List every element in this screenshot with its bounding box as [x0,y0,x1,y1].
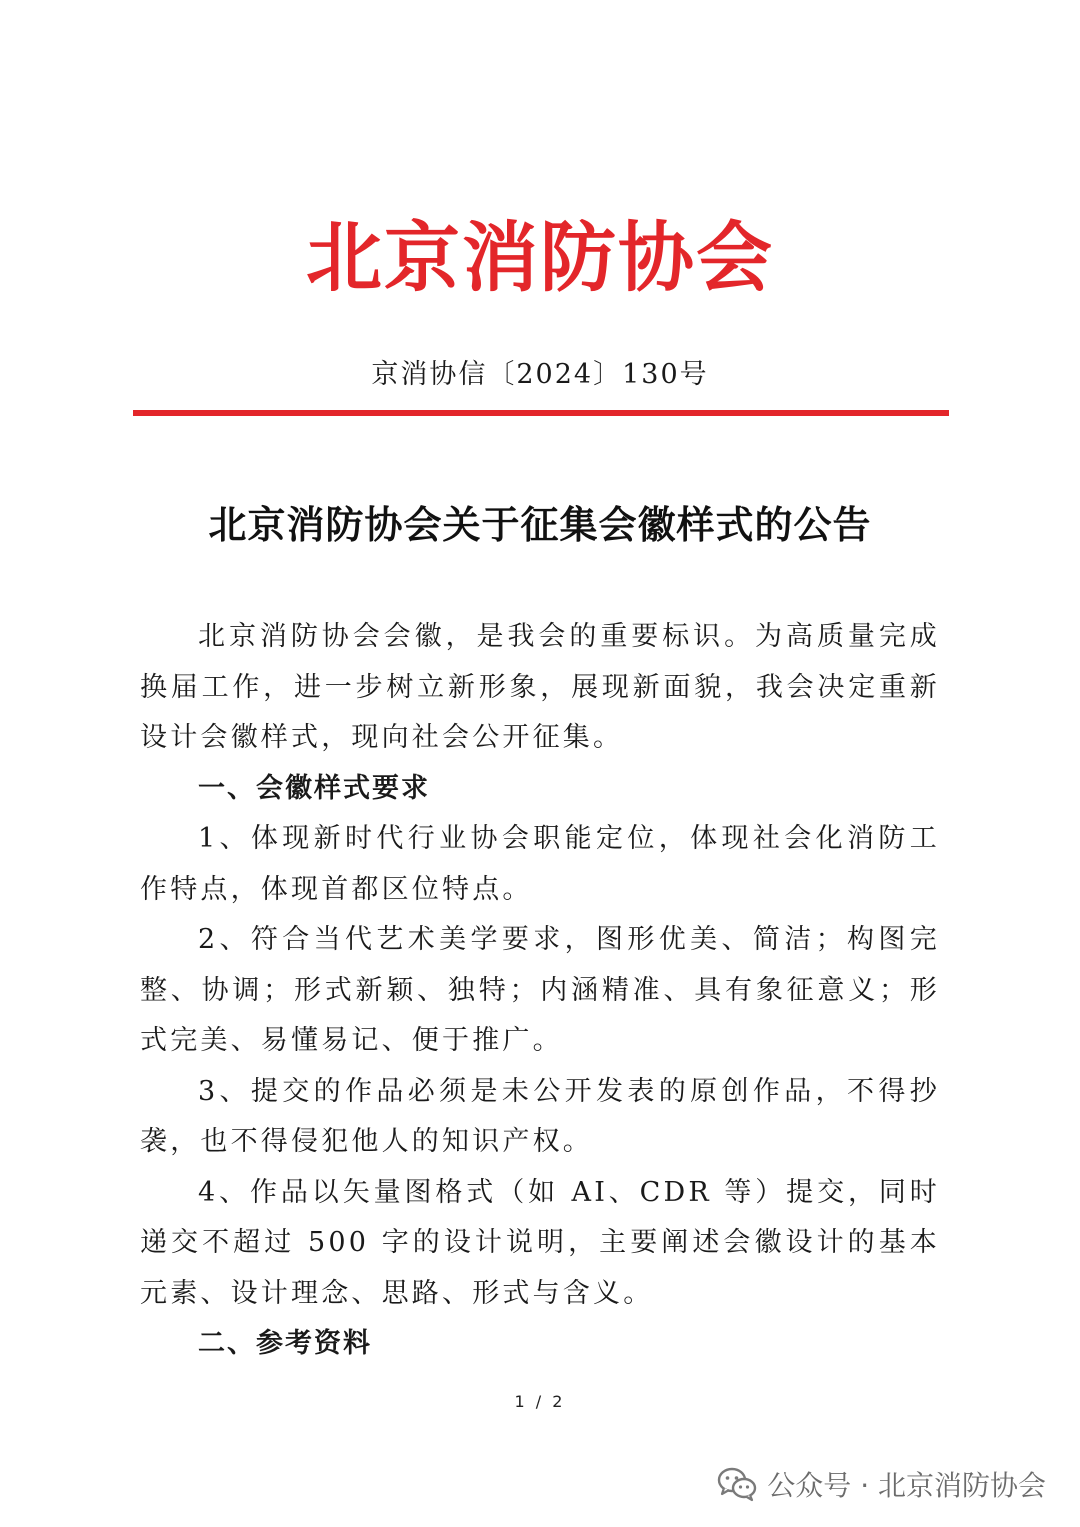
requirement-item-4: 4、作品以矢量图格式（如 AI、CDR 等）提交，同时递交不超过 500 字的设计说明，主要阐述会徽设计的基本元素、设计理念、思路、形式与含义。 [140,1176,940,1309]
requirement-item-3: 3、提交的作品必须是未公开发表的原创作品，不得抄袭，也不得侵犯他人的知识产权。 [140,1075,940,1157]
letterhead-organization: 北京消防协会 [306,213,774,302]
section-heading-requirements: 一、会徽样式要求 [198,772,430,804]
requirement-item-2: 2、符合当代艺术美学要求，图形优美、简洁；构图完整、协调；形式新颖、独特；内涵精准、具有象征意义；形式完美、易懂易记、便于推广。 [140,924,940,1056]
section-heading-references: 二、参考资料 [198,1328,372,1359]
document-number: 京消协信〔2024〕130号 [371,359,709,390]
wechat-icon [717,1466,757,1502]
requirement-item-1: 1、体现新时代行业协会职能定位，体现社会化消防工作特点，体现首都区位特点。 [140,823,940,905]
wechat-watermark [717,1462,1046,1506]
letterhead-red-rule [133,410,949,416]
page-title: 北京消防协会关于征集会徽样式的公告 [208,502,872,547]
document-body [140,612,940,1370]
intro-paragraph: 北京消防协会会徽，是我会的重要标识。为高质量完成换届工作，进一步树立新形象，展现新面貌，我会决定重新设计会徽样式，现向社会公开征集。 [140,621,940,753]
page-number: 1 / 2 [514,1392,566,1411]
watermark-text: 公众号 · 北京消防协会 [767,1469,1046,1502]
